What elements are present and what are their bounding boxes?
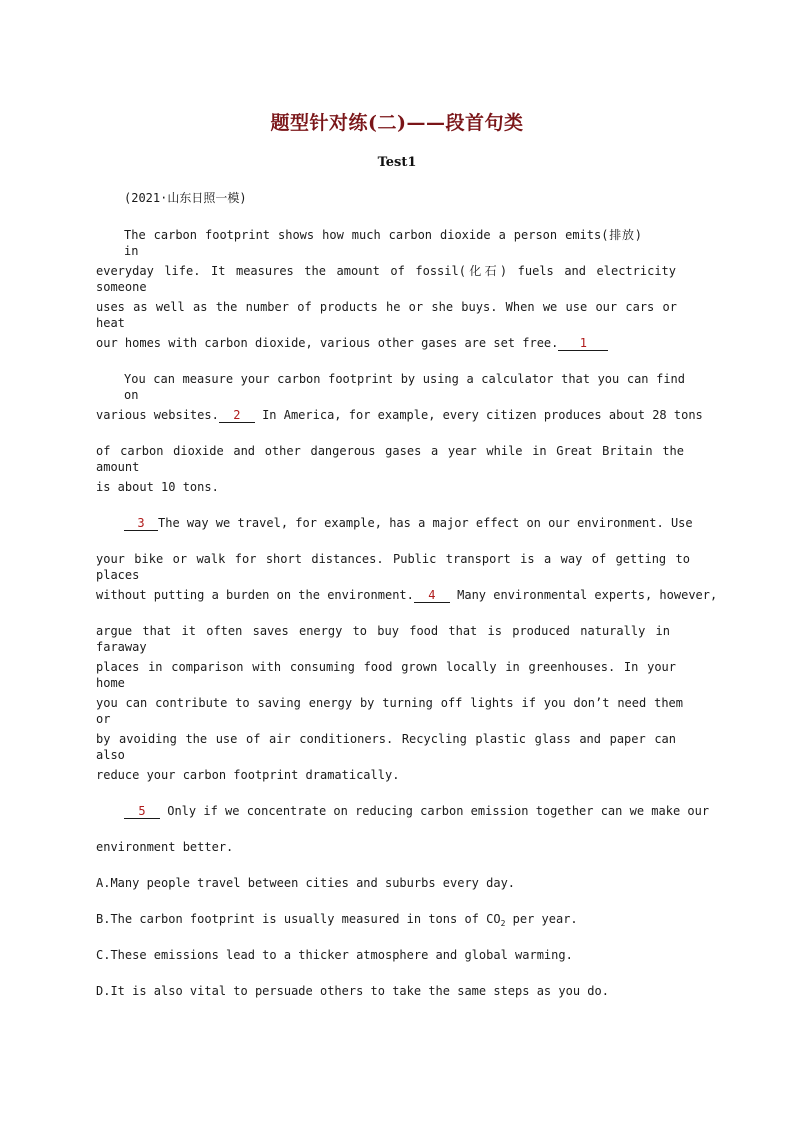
p3-line-3 — [96, 587, 717, 603]
p2-line-3: of carbon dioxide and other dangerous gases a year while in Great Britain the amount — [96, 444, 684, 474]
p1-line-4 — [96, 335, 608, 351]
p3-line-4: argue that it often saves energy to buy food that is produced naturally in faraway — [96, 624, 670, 654]
answer-blank-3[interactable]: 3 — [124, 516, 158, 531]
p2-line-2b: In America, for example, every citizen produces about 28 tons — [262, 408, 703, 422]
answer-blank-2[interactable]: 2 — [219, 408, 255, 423]
p1-line-4-text: our homes with carbon dioxide, various other gases are set free. — [96, 336, 559, 350]
p4-line-1-text: Only if we concentrate on reducing carbon emission together can we make our — [167, 804, 710, 818]
p3-line-8: reduce your carbon footprint dramatically. — [96, 768, 400, 782]
option-c: C.These emissions lead to a thicker atmosphere and global warming. — [96, 948, 573, 962]
p3-line-7: by avoiding the use of air conditioners. Recycling plastic glass and paper can also — [96, 732, 676, 762]
option-b — [96, 911, 578, 932]
p2-line-4: is about 10 tons. — [96, 480, 219, 494]
p2-line-2a: various websites. — [96, 408, 219, 422]
p3-line-1 — [124, 515, 693, 531]
option-b-tail: per year. — [505, 912, 578, 926]
option-b-subscript: 2 — [500, 919, 506, 928]
p1-line-3: uses as well as the number of products he or she buys. When we use our cars or heat — [96, 300, 677, 330]
p1-line-2: everyday life. It measures the amount of fossil(化石) fuels and electricity someone — [96, 264, 676, 294]
answer-blank-1[interactable]: 1 — [558, 336, 608, 351]
p4-line-1 — [124, 803, 709, 819]
p3-line-1-text: The way we travel, for example, has a major effect on our environment. Use — [158, 516, 693, 530]
p3-line-5: places in comparison with consuming food grown locally in greenhouses. In your home — [96, 660, 676, 690]
p2-line-2 — [96, 407, 703, 423]
p2-line-1: You can measure your carbon footprint by using a calculator that you can find on — [124, 372, 685, 402]
p3-line-3a: without putting a burden on the environment. — [96, 588, 414, 602]
p4-line-2: environment better. — [96, 840, 234, 854]
test-label: Test1 — [377, 155, 417, 170]
option-a: A.Many people travel between cities and suburbs every day. — [96, 876, 516, 890]
p1-line-1: The carbon footprint shows how much carbon dioxide a person emits(排放) in — [124, 228, 642, 258]
p3-line-2: your bike or walk for short distances. Public transport is a way of getting to places — [96, 552, 690, 582]
option-b-text: B.The carbon footprint is usually measured in tons of CO — [96, 912, 501, 926]
source-label: (2021·山东日照一模) — [124, 191, 247, 205]
page-title: 题型针对练(二)——段首句类 — [270, 112, 524, 134]
answer-blank-5[interactable]: 5 — [124, 804, 160, 819]
option-d: D.It is also vital to persuade others to take the same steps as you do. — [96, 984, 609, 998]
p3-line-3b: Many environmental experts, however, — [457, 588, 718, 602]
p3-line-6: you can contribute to saving energy by turning off lights if you don’t need them or — [96, 696, 683, 726]
answer-blank-4[interactable]: 4 — [414, 588, 450, 603]
